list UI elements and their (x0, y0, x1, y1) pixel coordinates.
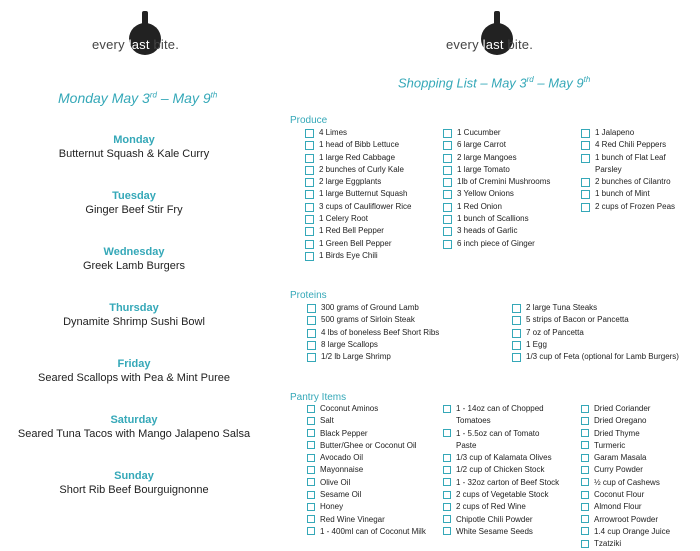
shopping-item-label: 1 large Tomato (457, 164, 510, 174)
logo-right (446, 17, 566, 57)
checkbox[interactable] (305, 129, 314, 138)
shopping-item-label: 2 cups of Frozen Peas (595, 201, 676, 211)
day-thursday (0, 302, 268, 328)
shopping-item-label: 1lb of Cremini Mushrooms (457, 177, 551, 187)
shopping-item-label: 1/3 cup of Feta (optional for Lamb Burgers) (526, 352, 679, 362)
checkbox[interactable] (443, 129, 452, 138)
shopping-item (512, 339, 698, 351)
produce-column-3 (581, 127, 693, 213)
checkbox[interactable] (307, 515, 315, 523)
shopping-item (305, 213, 437, 225)
shopping-item-label: Sesame Oil (320, 490, 362, 500)
checkbox[interactable] (307, 341, 316, 350)
checkbox[interactable] (307, 491, 315, 499)
shopping-item (307, 477, 429, 489)
shopping-item-label: 2 large Tuna Steaks (526, 303, 598, 312)
shopping-item (305, 201, 437, 213)
shopping-item-label: Tzatziki (594, 539, 622, 549)
checkbox[interactable] (512, 353, 521, 362)
shopping-item (581, 127, 693, 139)
shopping-item (581, 188, 693, 200)
shopping-item (581, 403, 693, 415)
shopping-item (443, 176, 571, 188)
shopping-item-label: 1 - 14oz can of Chopped Tomatoes (456, 404, 544, 426)
checkbox[interactable] (305, 240, 314, 249)
shopping-item-label: 1 bunch of Scallions (457, 214, 529, 224)
checkbox[interactable] (307, 478, 315, 486)
shopping-item-label: 3 cups of Cauliflower Rice (319, 201, 412, 211)
checkbox[interactable] (581, 203, 590, 212)
day-friday (0, 358, 268, 384)
shopping-item (581, 501, 693, 513)
checkbox[interactable] (512, 304, 521, 313)
checkbox[interactable] (443, 227, 452, 236)
shopping-item-label: 1 Celery Root (319, 214, 368, 224)
checkbox[interactable] (581, 478, 589, 486)
shopping-item-label: 1 Cucumber (457, 128, 501, 137)
checkbox[interactable] (443, 215, 452, 224)
shopping-item-label: 4 Limes (319, 128, 348, 137)
checkbox[interactable] (581, 454, 589, 462)
checkbox[interactable] (307, 441, 315, 449)
shopping-item-label: 1.4 cup Orange Juice (594, 526, 671, 536)
shopping-item (307, 302, 507, 314)
shopping-item (443, 489, 561, 501)
checkbox[interactable] (443, 178, 452, 187)
shopping-item (307, 526, 429, 538)
day-name: Monday (113, 134, 155, 146)
shopping-item (581, 477, 693, 489)
checkbox[interactable] (307, 329, 316, 338)
checkbox[interactable] (305, 166, 314, 175)
shopping-item-label: Dried Thyme (594, 428, 640, 438)
day-sunday (0, 470, 268, 496)
checkbox[interactable] (443, 466, 451, 474)
shopping-item (443, 514, 561, 526)
checkbox[interactable] (512, 341, 521, 350)
shopping-item-label: 3 Yellow Onions (457, 189, 514, 199)
meal-name: Seared Scallops with Pea & Mint Puree (38, 372, 230, 384)
checkbox[interactable] (307, 429, 315, 437)
shopping-item (581, 428, 693, 440)
shopping-item-label: 1 large Red Cabbage (319, 152, 396, 162)
shopping-item-label: 500 grams of Sirloin Steak (321, 315, 415, 325)
checkbox[interactable] (307, 316, 316, 325)
day-monday (0, 134, 268, 160)
pantry-column-2 (443, 403, 561, 538)
shopping-item (581, 440, 693, 452)
checkbox[interactable] (581, 417, 589, 425)
day-name: Saturday (110, 414, 158, 426)
checkbox[interactable] (581, 141, 590, 150)
shopping-item (443, 188, 571, 200)
checkbox[interactable] (305, 252, 314, 261)
shopping-item (307, 452, 429, 464)
shopping-item (443, 201, 571, 213)
shopping-item-label: 1 bunch of Mint (595, 189, 650, 199)
shopping-item (307, 327, 507, 339)
shopping-item (443, 164, 571, 176)
shopping-item-label: 4 lbs of boneless Beef Short Ribs (321, 327, 440, 337)
shopping-item-label: 2 cups of Vegetable Stock (456, 490, 549, 500)
shopping-item (307, 314, 507, 326)
shopping-item-label: Red Wine Vinegar (320, 514, 385, 524)
shopping-item (305, 152, 437, 164)
meal-name: Dynamite Shrimp Sushi Bowl (63, 316, 205, 328)
checkbox[interactable] (581, 441, 589, 449)
checkbox[interactable] (581, 429, 589, 437)
shopping-item (305, 176, 437, 188)
shopping-item (581, 415, 693, 427)
checkbox[interactable] (443, 203, 452, 212)
shopping-item (581, 176, 693, 188)
shopping-item (581, 538, 693, 550)
shopping-item-label: 1/2 lb Large Shrimp (321, 352, 391, 362)
shopping-item (443, 225, 571, 237)
checkbox[interactable] (307, 466, 315, 474)
checkbox[interactable] (443, 405, 451, 413)
checkbox[interactable] (443, 503, 451, 511)
shopping-item-label: 6 inch piece of Ginger (457, 238, 535, 248)
checkbox[interactable] (581, 178, 590, 187)
shopping-item-label: 6 large Carrot (457, 140, 506, 150)
checkbox[interactable] (512, 316, 521, 325)
day-name: Sunday (114, 470, 154, 482)
checkbox[interactable] (307, 417, 315, 425)
meal-name: Short Rib Beef Bourguignonne (59, 484, 209, 496)
shopping-item-label: 1 Egg (526, 339, 547, 349)
shopping-item-label: Almond Flour (594, 502, 642, 512)
meal-name: Greek Lamb Burgers (82, 260, 186, 272)
shopping-item (581, 526, 693, 538)
pantry-column-3 (581, 403, 693, 551)
checkbox[interactable] (307, 527, 315, 535)
checkbox[interactable] (307, 304, 316, 313)
shopping-item-label: 1 bunch of Flat Leaf Parsley (595, 152, 666, 174)
checkbox[interactable] (307, 353, 316, 362)
shopping-item (443, 464, 561, 476)
shopping-item-label: Mayonnaise (320, 465, 364, 475)
shopping-item-label: 1 Jalapeno (595, 128, 635, 137)
shopping-item-label: 1 - 32oz carton of Beef Stock (456, 477, 560, 487)
shopping-item-label: ½ cup of Cashews (594, 477, 660, 487)
shopping-item (581, 514, 693, 526)
checkbox[interactable] (512, 329, 521, 338)
checkbox[interactable] (581, 129, 590, 138)
shopping-item (443, 238, 571, 250)
shopping-item-label: 1/2 cup of Chicken Stock (456, 465, 545, 475)
shopping-item-label: Salt (320, 416, 334, 426)
day-saturday (0, 414, 268, 440)
shopping-item-label: 2 bunches of Cilantro (595, 177, 671, 187)
shopping-item-label: Dried Oregano (594, 416, 647, 426)
shopping-item (307, 501, 429, 513)
shopping-item (443, 139, 571, 151)
shopping-item (443, 526, 561, 538)
checkbox[interactable] (305, 203, 314, 212)
checkbox[interactable] (581, 491, 589, 499)
shopping-item (443, 213, 571, 225)
shopping-item (581, 201, 693, 213)
shopping-item (443, 452, 561, 464)
shopping-item-label: Coconut Flour (594, 490, 645, 500)
shopping-item (307, 339, 507, 351)
checkbox[interactable] (443, 166, 452, 175)
shopping-item-label: 8 large Scallops (321, 339, 378, 349)
produce-section-title: Produce (290, 115, 328, 126)
shopping-item-label: 2 cups of Red Wine (456, 502, 526, 512)
shopping-item (305, 225, 437, 237)
shopping-item-label: 1 large Butternut Squash (319, 189, 408, 199)
pantry-column-1 (307, 403, 429, 538)
meal-name: Seared Tuna Tacos with Mango Jalapeno Salsa (17, 428, 251, 440)
shopping-item-label: Olive Oil (320, 477, 351, 487)
shopping-item-label: 3 heads of Garlic (457, 226, 518, 236)
shopping-item-label: Honey (320, 502, 344, 512)
logo-wordmark: every last bite. (446, 37, 534, 52)
proteins-column-1 (307, 302, 507, 363)
checkbox[interactable] (307, 503, 315, 511)
shopping-item-label: 1 Green Bell Pepper (319, 238, 392, 248)
shopping-item (512, 351, 698, 363)
shopping-item-label: 7 oz of Pancetta (526, 327, 584, 337)
shopping-item (581, 464, 693, 476)
meal-name: Butternut Squash & Kale Curry (58, 148, 210, 160)
shopping-item (443, 428, 561, 453)
shopping-item (305, 139, 437, 151)
shopping-item (443, 477, 561, 489)
checkbox[interactable] (443, 240, 452, 249)
shopping-item (443, 152, 571, 164)
shopping-item (307, 489, 429, 501)
shopping-item (443, 501, 561, 513)
shopping-list-title: Shopping List – May 3rd – May 9th (398, 75, 591, 91)
shopping-item-label: Curry Powder (594, 465, 643, 475)
shopping-item (305, 238, 437, 250)
day-tuesday (0, 190, 268, 216)
produce-column-1 (305, 127, 437, 262)
shopping-item-label: White Sesame Seeds (456, 526, 533, 536)
shopping-item-label: 1/3 cup of Kalamata Olives (456, 453, 552, 463)
checkbox[interactable] (581, 503, 589, 511)
checkbox[interactable] (443, 527, 451, 535)
checkbox[interactable] (443, 429, 451, 437)
shopping-item (307, 428, 429, 440)
shopping-item-label: 300 grams of Ground Lamb (321, 303, 419, 312)
checkbox[interactable] (443, 190, 452, 199)
checkbox[interactable] (305, 227, 314, 236)
shopping-item-label: 1 Red Bell Pepper (319, 226, 384, 236)
shopping-item (305, 127, 437, 139)
shopping-item-label: Avocado Oil (320, 453, 363, 463)
shopping-item-label: 2 large Mangoes (457, 152, 517, 162)
checkbox[interactable] (581, 466, 589, 474)
shopping-item (512, 302, 698, 314)
shopping-item-label: 1 - 5.5oz can of Tomato Paste (456, 428, 540, 450)
checkbox[interactable] (305, 190, 314, 199)
shopping-item-label: 4 Red Chili Peppers (595, 140, 667, 150)
shopping-item (581, 139, 693, 151)
shopping-item (307, 403, 429, 415)
checkbox[interactable] (443, 491, 451, 499)
produce-column-2 (443, 127, 571, 250)
checkbox[interactable] (581, 540, 589, 548)
checkbox[interactable] (443, 154, 452, 163)
shopping-item (305, 250, 437, 262)
checkbox[interactable] (307, 454, 315, 462)
proteins-column-2 (512, 302, 698, 363)
shopping-item-label: Black Pepper (320, 428, 368, 438)
shopping-item (512, 327, 698, 339)
shopping-item (443, 403, 561, 428)
shopping-item-label: Butter/Ghee or Coconut Oil (320, 440, 417, 450)
checkbox[interactable] (443, 515, 451, 523)
checkbox[interactable] (305, 141, 314, 150)
checkbox[interactable] (581, 190, 590, 199)
shopping-item (305, 164, 437, 176)
checkbox[interactable] (305, 178, 314, 187)
checkbox[interactable] (443, 141, 452, 150)
day-name: Tuesday (112, 190, 156, 202)
shopping-item (307, 351, 507, 363)
shopping-item (443, 127, 571, 139)
shopping-item-label: Coconut Aminos (320, 404, 379, 413)
shopping-item-label: Turmeric (594, 440, 626, 450)
week-title: Monday May 3rd – May 9th (58, 90, 218, 106)
shopping-item-label: Garam Masala (594, 453, 647, 463)
shopping-item-label: 2 large Eggplants (319, 177, 382, 187)
shopping-item-label: 1 head of Bibb Lettuce (319, 140, 400, 150)
shopping-item (307, 514, 429, 526)
shopping-item-label: 1 Birds Eye Chili (319, 250, 378, 260)
shopping-item-label: 2 bunches of Curly Kale (319, 164, 404, 174)
checkbox[interactable] (443, 478, 451, 486)
shopping-item (307, 415, 429, 427)
checkbox[interactable] (443, 454, 451, 462)
shopping-item (581, 152, 693, 177)
checkbox[interactable] (581, 527, 589, 535)
day-wednesday (0, 246, 268, 272)
checkbox[interactable] (581, 405, 589, 413)
checkbox[interactable] (581, 154, 590, 163)
shopping-item-label: 5 strips of Bacon or Pancetta (526, 315, 629, 325)
shopping-item-label: 1 - 400ml can of Coconut Milk (320, 526, 426, 536)
logo-wordmark: every last bite. (92, 37, 180, 52)
pantry-section-title: Pantry Items (290, 392, 347, 403)
checkbox[interactable] (305, 215, 314, 224)
day-name: Wednesday (103, 246, 165, 258)
logo-left (92, 17, 212, 57)
meal-name: Ginger Beef Stir Fry (85, 204, 183, 216)
shopping-item-label: 1 Red Onion (457, 201, 502, 211)
shopping-item (512, 314, 698, 326)
day-name: Thursday (109, 302, 159, 314)
checkbox[interactable] (581, 515, 589, 523)
shopping-item (307, 440, 429, 452)
proteins-section-title: Proteins (290, 290, 327, 301)
shopping-item (581, 489, 693, 501)
day-name: Friday (117, 358, 151, 370)
shopping-item-label: Chipotle Chili Powder (456, 514, 533, 524)
shopping-item-label: Arrowroot Powder (594, 514, 659, 524)
shopping-item-label: Dried Coriander (594, 404, 651, 413)
checkbox[interactable] (307, 405, 315, 413)
shopping-item (581, 452, 693, 464)
checkbox[interactable] (305, 154, 314, 163)
shopping-item (305, 188, 437, 200)
shopping-item (307, 464, 429, 476)
